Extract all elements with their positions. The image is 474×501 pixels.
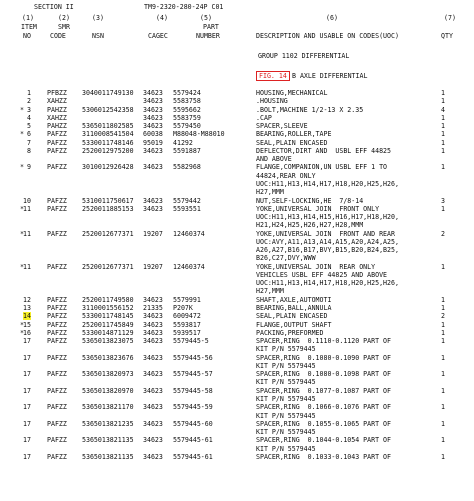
change-marker: *	[20, 130, 24, 139]
change-marker: *	[20, 320, 24, 329]
change-marker: *	[20, 105, 24, 114]
cage-code: 34623	[143, 97, 163, 106]
description: BEARING,BALL,ANNULA	[256, 304, 332, 313]
smr-code: PAFZZ	[47, 262, 67, 271]
part-number: 5579445-5	[173, 337, 209, 346]
quantity: 1	[441, 262, 445, 271]
technical-manual-number: TM9-2320-280-24P C01	[144, 3, 224, 11]
item-number: 6	[27, 130, 31, 139]
part-number: P207K	[173, 304, 193, 313]
nsn: 2520012677371	[82, 229, 134, 238]
description: KIT P/N 5579445	[256, 345, 316, 354]
item-number: 17	[23, 403, 31, 412]
change-marker: *	[20, 328, 24, 337]
item-number: 15	[23, 320, 31, 329]
part-number: 12460374	[173, 229, 205, 238]
cage-code: 34623	[143, 436, 163, 445]
column-heading: CODE	[50, 32, 66, 40]
description: .BOLT,MACHINE 1/2-13 X 2.35	[256, 105, 364, 114]
nsn: 5365013820970	[82, 386, 134, 395]
description: KIT P/N 5579445	[256, 394, 316, 403]
nsn: 5365013820973	[82, 370, 134, 379]
smr-code: PAFZZ	[47, 196, 67, 205]
item-number: 3	[27, 105, 31, 114]
item-number: 1	[27, 89, 31, 97]
cage-code: 34623	[143, 89, 163, 97]
quantity: 2	[441, 312, 445, 321]
cage-code: 34623	[143, 337, 163, 346]
part-number: 12460374	[173, 262, 205, 271]
figure-number-box: FIG. 14	[256, 71, 290, 81]
nsn: 5365013821170	[82, 403, 134, 412]
smr-code: PFBZZ	[47, 89, 67, 97]
description: KIT P/N 5579445	[256, 361, 316, 370]
nsn: 2520011749580	[82, 295, 134, 304]
item-number: 4	[27, 113, 31, 122]
change-marker: *	[20, 163, 24, 172]
smr-code: PAFZZ	[47, 295, 67, 304]
item-number: 17	[23, 353, 31, 362]
smr-code: PAFZZ	[47, 370, 67, 379]
column-heading: QTY	[441, 32, 453, 40]
description: SPACER,RING 0.1066-0.1076 PART OF	[256, 403, 391, 412]
part-number: 6009472	[173, 312, 201, 321]
cage-code: 34623	[143, 419, 163, 428]
quantity: 1	[441, 122, 445, 131]
part-number: 5579445-59	[173, 403, 213, 412]
smr-code: PAFZZ	[47, 436, 67, 445]
column-heading: NSN	[92, 32, 104, 40]
item-number: 17	[23, 386, 31, 395]
nsn: 5365013823075	[82, 337, 134, 346]
cage-code: 95019	[143, 138, 163, 147]
description: BEARING,ROLLER,TAPE	[256, 130, 332, 139]
nsn: 2520011745849	[82, 320, 134, 329]
item-number: 5	[27, 122, 31, 131]
nsn: 5365013821135	[82, 452, 134, 461]
nsn: 3110001556152	[82, 304, 134, 313]
nsn: 5330011748146	[82, 138, 134, 147]
nsn: 2520012975200	[82, 146, 134, 155]
nsn: 3040011749130	[82, 89, 134, 97]
item-number: 17	[23, 419, 31, 428]
quantity: 1	[441, 304, 445, 313]
smr-code: PAFZZ	[47, 130, 67, 139]
item-number: 12	[23, 295, 31, 304]
smr-code: PAFZZ	[47, 353, 67, 362]
smr-code: PAFZZ	[47, 386, 67, 395]
quantity: 1	[441, 97, 445, 106]
nsn: 2520011885153	[82, 204, 134, 213]
part-number: 5583759	[173, 113, 201, 122]
smr-code: PAFZZ	[47, 337, 67, 346]
item-number: 17	[23, 337, 31, 346]
quantity: 3	[441, 196, 445, 205]
smr-code: PAFZZ	[47, 163, 67, 172]
quantity: 1	[441, 138, 445, 147]
part-number: 5579445-58	[173, 386, 213, 395]
description: SPACER,SLEEVE	[256, 122, 308, 131]
nsn: 3010012926428	[82, 163, 134, 172]
cage-code: 60038	[143, 130, 163, 139]
description: UOC:AVY,A11,A13,A14,A15,A20,A24,A25,	[256, 237, 399, 246]
part-number: 5579445-56	[173, 353, 213, 362]
column-heading: NUMBER	[196, 32, 220, 40]
quantity: 1	[441, 163, 445, 172]
item-number: 7	[27, 138, 31, 147]
cage-code: 34623	[143, 113, 163, 122]
item-number: 16	[23, 328, 31, 337]
description: UOC:H11,H13,H14,H17,H18,H20,H25,H26,	[256, 179, 399, 188]
description: H27,MMM	[256, 188, 284, 197]
description: DEFLECTOR,DIRT AND USBL EFF 44825	[256, 146, 391, 155]
quantity: 1	[441, 370, 445, 379]
item-number: 11	[23, 229, 31, 238]
column-heading-upper: PART	[203, 23, 219, 31]
item-number: 10	[23, 196, 31, 205]
part-number: 5582968	[173, 163, 201, 172]
description: SPACER,RING 0.1055-0.1065 PART OF	[256, 419, 391, 428]
part-number: 5579991	[173, 295, 201, 304]
quantity: 1	[441, 89, 445, 97]
description: A26,A27,B16,B17,BVY,B15,B20,B24,B25,	[256, 246, 399, 255]
part-number: 41292	[173, 138, 193, 147]
cage-code: 34623	[143, 370, 163, 379]
quantity: 4	[441, 105, 445, 114]
description: B26,C27,DVY,WWW	[256, 254, 316, 263]
change-marker: *	[20, 204, 24, 213]
description: YOKE,UNIVERSAL JOIN FRONT ONLY	[256, 204, 380, 213]
cage-code: 34623	[143, 122, 163, 131]
quantity: 1	[441, 130, 445, 139]
description: KIT P/N 5579445	[256, 411, 316, 420]
part-number: M88048-M88010	[173, 130, 225, 139]
nsn: 5365013821235	[82, 419, 134, 428]
cage-code: 34623	[143, 452, 163, 461]
column-number: (4)	[156, 14, 168, 22]
nsn: 3110008541504	[82, 130, 134, 139]
description: YOKE,UNIVERSAL JOIN REAR ONLY	[256, 262, 376, 271]
item-number: 17	[23, 452, 31, 461]
description: KIT P/N 5579445	[256, 444, 316, 453]
description: SPACER,RING 0.1033-0.1043 PART OF	[256, 452, 391, 461]
cage-code: 34623	[143, 320, 163, 329]
quantity: 1	[441, 403, 445, 412]
description: .CAP	[256, 113, 272, 122]
description: SHAFT,AXLE,AUTOMOTI	[256, 295, 332, 304]
description: H21,H24,H25,H26,H27,H28,MMM	[256, 221, 364, 230]
description: SEAL,PLAIN ENCASED	[256, 138, 328, 147]
cage-code: 34623	[143, 204, 163, 213]
part-number: 5579445-60	[173, 419, 213, 428]
nsn: 5365011802585	[82, 122, 134, 131]
cage-code: 34623	[143, 146, 163, 155]
quantity: 1	[441, 320, 445, 329]
cage-code: 21335	[143, 304, 163, 313]
smr-code: PAFZZ	[47, 312, 67, 321]
description: SPACER,RING 0.1044-0.1054 PART OF	[256, 436, 391, 445]
quantity: 1	[441, 204, 445, 213]
part-number: 5579442	[173, 196, 201, 205]
smr-code: PAFZZ	[47, 403, 67, 412]
nsn: 5306012542358	[82, 105, 134, 114]
description: NUT,SELF-LOCKING,HE 7/8-14	[256, 196, 364, 205]
cage-code: 34623	[143, 196, 163, 205]
description: FLANGE,COMPANION,UN USBL EFF 1 TO	[256, 163, 388, 172]
part-number: 5579450	[173, 122, 201, 131]
description: AND ABOVE	[256, 155, 292, 164]
description: UOC:H11,H13,H14,H15,H16,H17,H18,H20,	[256, 213, 399, 222]
column-number: (5)	[200, 14, 212, 22]
quantity: 1	[441, 337, 445, 346]
column-number: (6)	[326, 14, 338, 22]
smr-code: PAFZZ	[47, 138, 67, 147]
nsn: 5330011748145	[82, 312, 134, 321]
section-heading: SECTION II	[34, 3, 74, 11]
smr-code: PAHZZ	[47, 105, 67, 114]
description: KIT P/N 5579445	[256, 378, 316, 387]
item-number: 17	[23, 370, 31, 379]
change-marker: *	[20, 229, 24, 238]
nsn: 5365013823676	[82, 353, 134, 362]
quantity: 1	[441, 146, 445, 155]
smr-code: PAFZZ	[47, 419, 67, 428]
column-number: (1)	[22, 14, 34, 22]
description: VEHICLES USBL EFF 44825 AND ABOVE	[256, 270, 388, 279]
cage-code: 34623	[143, 295, 163, 304]
item-number: 9	[27, 163, 31, 172]
nsn: 5310011750617	[82, 196, 134, 205]
part-number: 5939517	[173, 328, 201, 337]
part-number: 5593817	[173, 320, 201, 329]
description: HOUSING,MECHANICAL	[256, 89, 328, 97]
quantity: 1	[441, 113, 445, 122]
description: FLANGE,OUTPUT SHAFT	[256, 320, 332, 329]
quantity: 1	[441, 386, 445, 395]
description: SPACER,RING 0.1080-0.1090 PART OF	[256, 353, 391, 362]
smr-code: XAHZZ	[47, 113, 67, 122]
smr-code: PAFZZ	[47, 304, 67, 313]
item-number: 2	[27, 97, 31, 106]
part-number: 5579445-57	[173, 370, 213, 379]
cage-code: 19207	[143, 229, 163, 238]
smr-code: XAHZZ	[47, 97, 67, 106]
cage-code: 34623	[143, 163, 163, 172]
description: H27,MMM	[256, 287, 284, 296]
column-heading-upper: SMR	[58, 23, 70, 31]
column-heading-upper: ITEM	[21, 23, 37, 31]
part-number: 5593551	[173, 204, 201, 213]
column-heading: NO	[23, 32, 31, 40]
quantity: 1	[441, 436, 445, 445]
cage-code: 34623	[143, 328, 163, 337]
description: SEAL,PLAIN ENCASED	[256, 312, 328, 321]
cage-code: 19207	[143, 262, 163, 271]
item-number: 11	[23, 262, 31, 271]
item-number: 14	[23, 312, 31, 321]
part-number: 5591887	[173, 146, 201, 155]
nsn: 5365013821135	[82, 436, 134, 445]
part-number: 5579424	[173, 89, 201, 97]
quantity: 1	[441, 295, 445, 304]
column-heading: DESCRIPTION AND USABLE ON CODES(UOC)	[256, 32, 399, 40]
nsn: 2520012677371	[82, 262, 134, 271]
column-number: (7)	[444, 14, 456, 22]
column-number: (3)	[92, 14, 104, 22]
quantity: 1	[441, 419, 445, 428]
description: SPACER,RING 0.1077-0.1087 PART OF	[256, 386, 391, 395]
description: KIT P/N 5579445	[256, 428, 316, 437]
item-number: 17	[23, 436, 31, 445]
nsn: 5330014871129	[82, 328, 134, 337]
group-heading: GROUP 1102 DIFFERENTIAL	[258, 52, 350, 60]
smr-code: PAFZZ	[47, 320, 67, 329]
description: SPACER,RING 0.1080-0.1098 PART OF	[256, 370, 391, 379]
part-number: 5579445-61	[173, 452, 213, 461]
column-number: (2)	[58, 14, 70, 22]
quantity: 1	[441, 452, 445, 461]
cage-code: 34623	[143, 403, 163, 412]
description: 44824,REAR ONLY	[256, 171, 316, 180]
smr-code: PAFZZ	[47, 146, 67, 155]
smr-code: PAFZZ	[47, 328, 67, 337]
cage-code: 34623	[143, 105, 163, 114]
change-marker: *	[20, 262, 24, 271]
column-heading: CAGEC	[148, 32, 168, 40]
smr-code: PAFZZ	[47, 452, 67, 461]
item-number: 11	[23, 204, 31, 213]
quantity: 1	[441, 353, 445, 362]
description: YOKE,UNIVERSAL JOIN FRONT AND REAR	[256, 229, 395, 238]
smr-code: PAFZZ	[47, 229, 67, 238]
description: SPACER,RING 0.1110-0.1120 PART OF	[256, 337, 391, 346]
quantity: 2	[441, 229, 445, 238]
item-number: 13	[23, 304, 31, 313]
smr-code: PAHZZ	[47, 122, 67, 131]
figure-title: B AXLE DIFFERENTIAL	[292, 72, 368, 80]
part-number: 5595662	[173, 105, 201, 114]
description: UOC:H11,H13,H14,H17,H18,H20,H25,H26,	[256, 279, 399, 288]
description: PACKING,PREFORMED	[256, 328, 324, 337]
cage-code: 34623	[143, 353, 163, 362]
part-number: 5583758	[173, 97, 201, 106]
description: .HOUSING	[256, 97, 288, 106]
part-number: 5579445-61	[173, 436, 213, 445]
cage-code: 34623	[143, 386, 163, 395]
quantity: 1	[441, 328, 445, 337]
cage-code: 34623	[143, 312, 163, 321]
smr-code: PAFZZ	[47, 204, 67, 213]
item-number: 8	[27, 146, 31, 155]
